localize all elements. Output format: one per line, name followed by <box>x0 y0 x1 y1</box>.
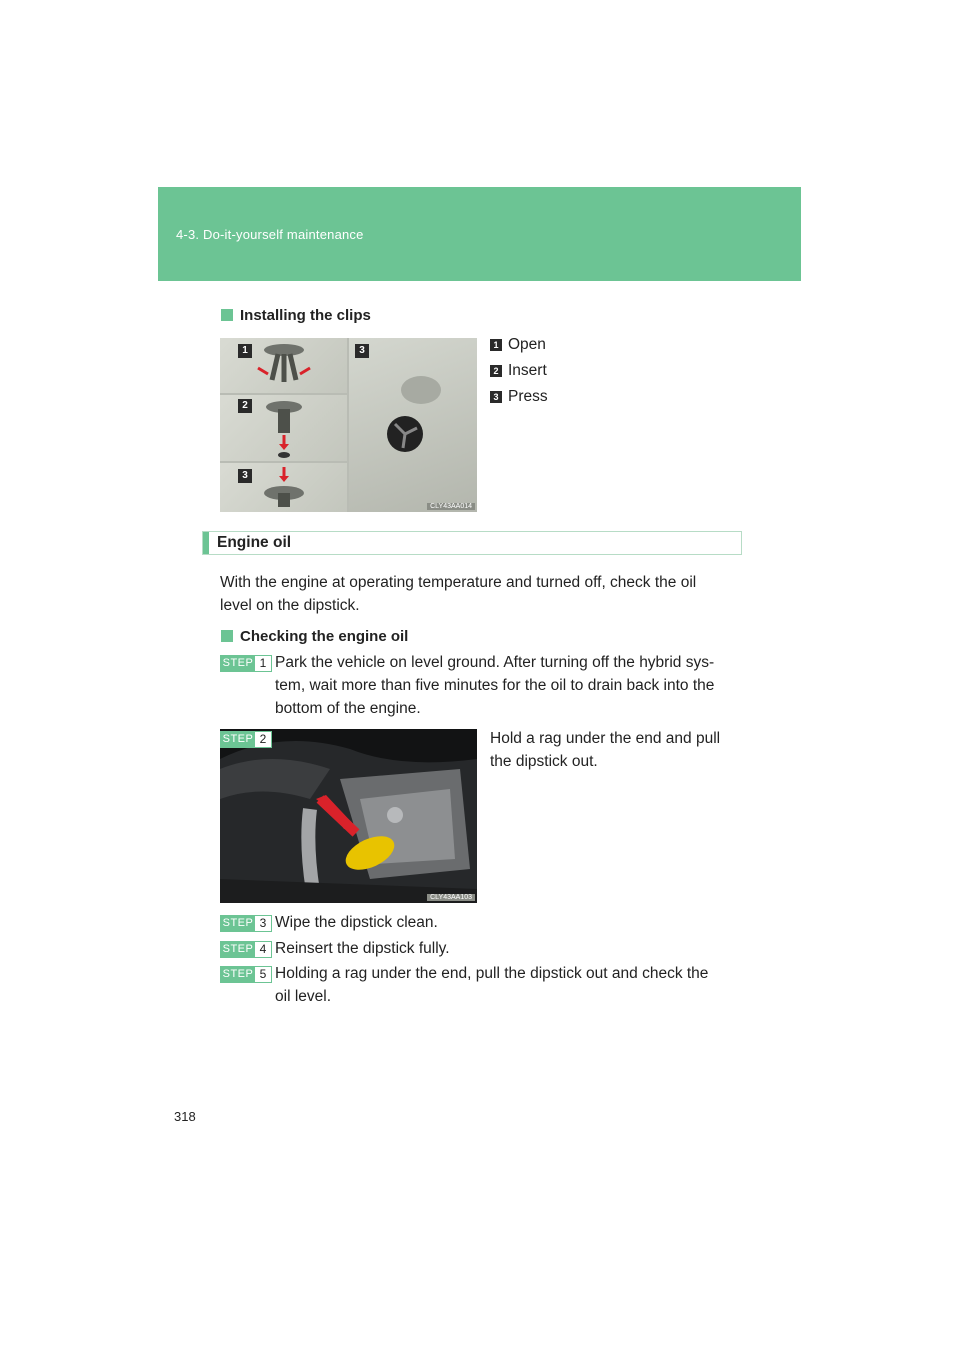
step-badge-1: STEP 1 <box>220 655 272 672</box>
engine-oil-section-bar <box>202 531 742 555</box>
clip-open-panel <box>220 338 347 393</box>
engine-bay-illustration <box>220 729 477 903</box>
clips-heading: Installing the clips <box>221 307 371 324</box>
step-number-3: 3 <box>355 344 369 358</box>
legend-item-insert: 2 Insert <box>490 362 547 380</box>
step-badge-3: STEP 3 <box>220 915 272 932</box>
step-number-2: 2 <box>238 399 252 413</box>
clip-installed-illustration <box>349 338 477 512</box>
square-bullet-icon <box>221 630 233 642</box>
step-badge-2: STEP 2 <box>220 731 272 748</box>
dipstick-figure <box>220 729 477 903</box>
figure-code: CLY43AA014 <box>427 503 475 510</box>
step-badge-4: STEP 4 <box>220 941 272 958</box>
legend-item-open: 1 Open <box>490 336 546 354</box>
page-number: 318 <box>174 1109 196 1124</box>
step-1-text: Park the vehicle on level ground. After turning off the hybrid sys- tem, wait more than five minutes for the oil to drain back into the bottom of the engine. <box>275 654 715 717</box>
clip-installed-panel <box>349 338 477 512</box>
step-3-text: Wipe the dipstick clean. <box>275 914 438 931</box>
step-2-text: Hold a rag under the end and pull the dipstick out. <box>490 730 721 770</box>
check-oil-heading: Checking the engine oil <box>221 628 408 645</box>
step-number-1: 1 <box>238 344 252 358</box>
section-header-band <box>158 187 801 281</box>
figure-code: CLY43AA103 <box>427 894 475 901</box>
engine-oil-title: Engine oil <box>217 534 292 551</box>
square-bullet-icon <box>221 309 233 321</box>
clip-press-panel <box>220 463 347 512</box>
step-number-3: 3 <box>238 469 252 483</box>
clips-figure <box>220 338 477 512</box>
step-badge-5: STEP 5 <box>220 966 272 983</box>
engine-oil-intro: With the engine at operating temperature and turned off, check the oil level on the dipstick. <box>220 574 697 614</box>
section-title: 4-3. Do-it-yourself maintenance <box>176 227 364 242</box>
clip-insert-panel <box>220 395 347 461</box>
step-5-text: Holding a rag under the end, pull the dipstick out and check the oil level. <box>275 965 709 1005</box>
section-accent <box>203 532 209 554</box>
step-4-text: Reinsert the dipstick fully. <box>275 940 450 957</box>
legend-item-press: 3 Press <box>490 388 548 406</box>
